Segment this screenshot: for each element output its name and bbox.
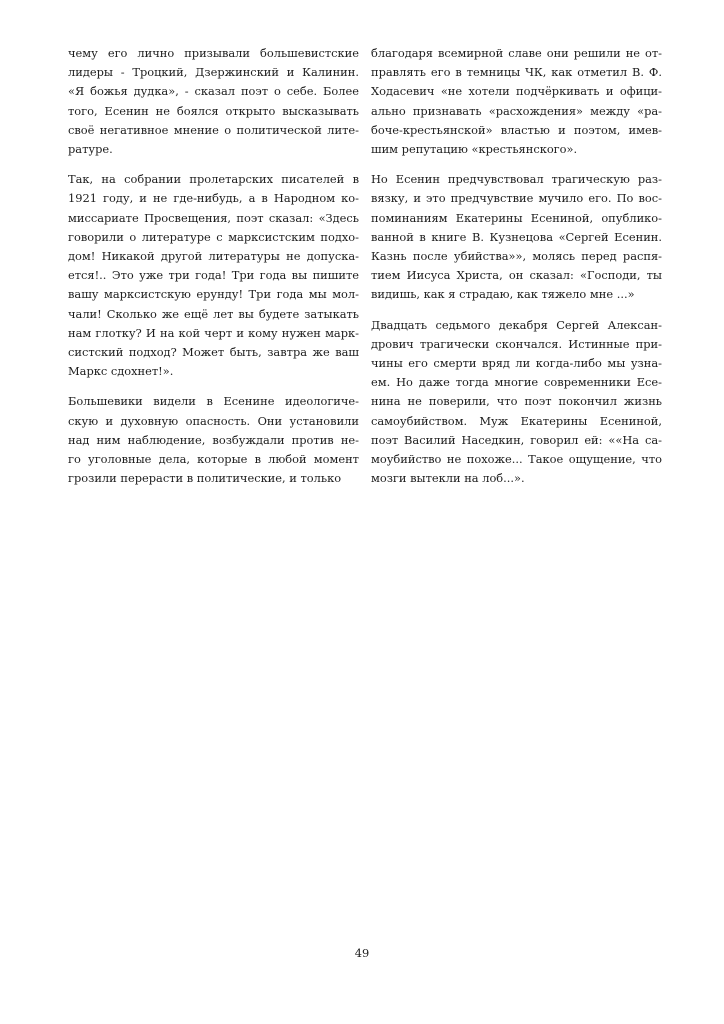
right-column: [371, 44, 662, 499]
text-line: 1921 году, и не где-нибудь, а в Народном ко-: [68, 191, 359, 206]
text-line: над ним наблюдение, возбуждали против не-: [68, 432, 359, 447]
text-line: скую и духовную опасность. Они установили: [68, 413, 359, 428]
paragraph: [68, 170, 359, 381]
paragraph: [371, 170, 662, 304]
text-line: Так, на собрании пролетарских писателей в: [68, 172, 359, 187]
text-line: тием Иисуса Христа, он сказал: «Господи, ты: [371, 268, 662, 283]
text-line: Двадцать седьмого декабря Сергей Алексан-: [371, 317, 662, 332]
text-line: моубийство не похоже... Такое ощущение, что: [371, 452, 662, 467]
text-line: грозили перерасти в политические, и только: [68, 471, 342, 486]
paragraph: [68, 44, 359, 159]
text-line: вязку, и это предчувствие мучило его. По вос-: [371, 191, 662, 206]
text-line: ем. Но даже тогда многие современники Есе-: [371, 375, 662, 390]
paragraph: [68, 392, 359, 488]
text-line: говорили о литературе с марксистским подхо-: [68, 229, 359, 244]
text-line: чины его смерти вряд ли когда-либо мы узна-: [371, 356, 662, 371]
text-line: нам глотку? И на кой черт и кому нужен марк-: [68, 325, 359, 340]
text-line: шим репутацию «крестьянского».: [371, 142, 578, 157]
text-line: нина не поверили, что поэт покончил жизнь: [371, 394, 662, 409]
text-line: Ходасевич «не хотели подчёркивать и офици-: [371, 84, 662, 99]
text-line: ется!.. Это уже три года! Три года вы пишите: [68, 268, 359, 283]
text-line: мозги вытекли на лоб...».: [371, 471, 525, 486]
text-line: миссариате Просвещения, поэт сказал: «Здесь: [68, 210, 359, 225]
text-line: видишь, как я страдаю, как тяжело мне ...»: [371, 287, 635, 302]
text-line: Казнь после убийства»», молясь перед распя-: [371, 249, 662, 264]
text-line: «Я божья дудка», - сказал поэт о себе. Более: [68, 84, 359, 99]
text-line: поэт Василий Наседкин, говорил ей: ««На са-: [371, 432, 662, 447]
text-line: вашу марксистскую ерунду! Три года мы мол-: [68, 287, 359, 302]
text-line: правлять его в темницы ЧК, как отметил В. Ф.: [371, 65, 662, 80]
text-line: ально признавать «расхождения» между «ра-: [371, 103, 662, 118]
paragraph: [371, 316, 662, 489]
text-line: Но Есенин предчувствовал трагическую раз-: [371, 172, 662, 187]
text-line: чему его лично призывали большевистские: [68, 46, 359, 60]
text-line: ратуре.: [68, 142, 113, 157]
text-line: самоубийством. Муж Екатерины Есениной,: [371, 413, 662, 428]
text-line: ванной в книге В. Кузнецова «Сергей Есенин.: [371, 229, 662, 244]
text-line: дрович трагически скончался. Истинные при-: [371, 336, 662, 351]
left-column: [68, 44, 359, 499]
paragraph: [371, 44, 662, 159]
page-number: 49: [354, 946, 370, 960]
text-line: поминаниям Екатерины Есениной, опублико-: [371, 210, 662, 225]
text-line: боче-крестьянской» властью и поэтом, имев-: [371, 122, 662, 137]
text-line: чали! Сколько же ещё лет вы будете затыкать: [68, 306, 359, 321]
text-line: дом! Никакой другой литературы не допуска-: [68, 249, 359, 264]
text-line: благодаря всемирной славе они решили не от-: [371, 46, 662, 60]
text-line: того, Есенин не боялся открыто высказывать: [68, 103, 359, 118]
text-line: Большевики видели в Есенине идеологиче-: [68, 394, 359, 409]
text-line: своё негативное мнение о политической лите-: [68, 122, 359, 137]
text-line: Маркс сдохнет!».: [68, 364, 174, 379]
text-line: го уголовные дела, которые в любой момент: [68, 452, 359, 467]
text-line: лидеры - Троцкий, Дзержинский и Калинин.: [68, 65, 359, 80]
text-line: систский подход? Может быть, завтра же ваш: [68, 345, 359, 360]
